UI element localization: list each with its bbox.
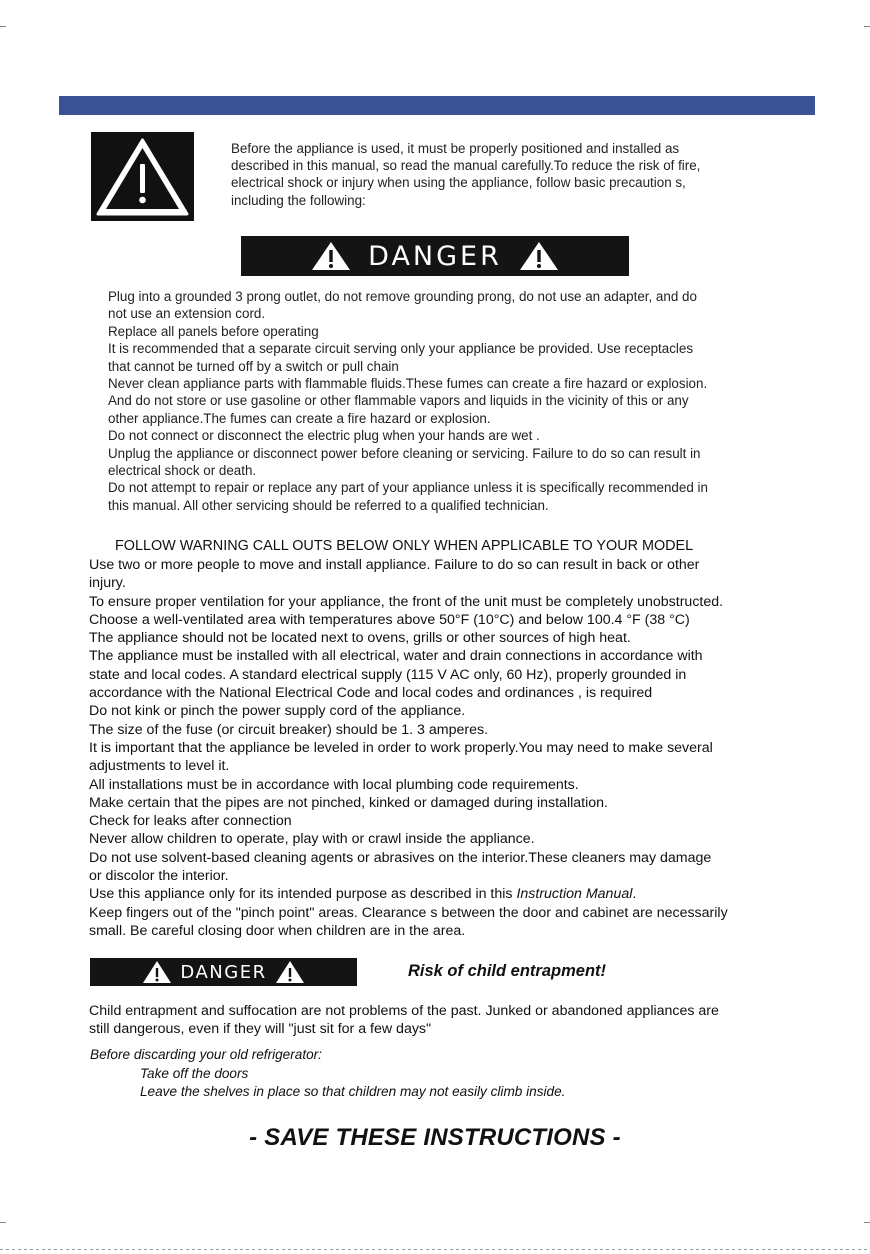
warning-sign <box>91 132 194 221</box>
list-item: The size of the fuse (or circuit breaker) should be 1. 3 amperes. <box>89 721 489 738</box>
general-safety-list <box>108 288 798 514</box>
child-entrapment-paragraph <box>89 1002 789 1039</box>
intro-line: electrical shock or injury when using the appliance, follow basic precaution s, <box>231 175 686 191</box>
list-item <box>89 885 789 903</box>
list-item: Unplug the appliance or disconnect power before cleaning or servicing. Failure to do so can result in <box>108 445 701 461</box>
danger-banner-small <box>90 958 357 986</box>
list-item: Do not use solvent-based cleaning agents or abrasives on the interior.These cleaners may damage <box>89 849 712 866</box>
intro-line: including the following: <box>231 192 366 208</box>
list-item: Choose a well-ventilated area with temperatures above 50°F (10°C) and below 100.4 °F (38 °C) <box>89 611 690 628</box>
discard-steps-list <box>140 1065 565 1101</box>
model-warning-list <box>89 556 789 940</box>
list-item: All installations must be in accordance with local plumbing code requirements. <box>89 776 579 793</box>
list-item: small. Be careful closing door when children are in the area. <box>89 922 466 939</box>
list-item: Replace all panels before operating <box>108 323 319 339</box>
danger-label: DANGER <box>368 240 502 272</box>
risk-title: Risk of child entrapment! <box>408 962 607 980</box>
warning-triangle-icon <box>142 960 172 984</box>
follow-warning-heading: FOLLOW WARNING CALL OUTS BELOW ONLY WHEN APPLICABLE TO YOUR MODEL <box>115 538 694 554</box>
list-item-period: . <box>632 886 637 903</box>
list-item: Use two or more people to move and install appliance. Failure to do so can result in back or other <box>89 557 700 573</box>
list-item: Never allow children to operate, play with or crawl inside the appliance. <box>89 831 535 848</box>
danger-label: DANGER <box>180 961 267 983</box>
instruction-manual-title: Instruction Manual <box>516 886 633 903</box>
list-item: this manual. All other servicing should be referred to a qualified technician. <box>108 497 549 513</box>
list-item: electrical shock or death. <box>108 463 257 479</box>
list-item: not use an extension cord. <box>108 306 266 322</box>
child-text-line: still dangerous, even if they will "just sit for a few days" <box>89 1021 432 1038</box>
list-item: other appliance.The fumes can create a fire hazard or explosion. <box>108 410 491 426</box>
list-item: To ensure proper ventilation for your appliance, the front of the unit must be completely unobstructed. <box>89 593 724 610</box>
list-item: The appliance must be installed with all electrical, water and drain connections in accordance with <box>89 648 703 665</box>
intro-line: Before the appliance is used, it must be properly positioned and installed as <box>231 141 680 156</box>
list-item: It is important that the appliance be leveled in order to work properly.You may need to make several <box>89 739 713 756</box>
list-item: Check for leaks after connection <box>89 813 292 830</box>
list-item: Do not attempt to repair or replace any part of your appliance unless it is specifically recommended in <box>108 480 708 496</box>
list-item: And do not store or use gasoline or other flammable vapors and liquids in the vicinity of this or any <box>108 393 689 409</box>
list-item: adjustments to level it. <box>89 758 230 775</box>
list-item: It is recommended that a separate circuit serving only your appliance be provided. Use receptacles <box>108 341 694 357</box>
list-item-text: Use this appliance only for its intended purpose as described in this <box>89 886 517 903</box>
trim-line <box>0 1249 870 1250</box>
intro-paragraph <box>231 140 791 209</box>
danger-banner <box>241 236 629 276</box>
crop-mark <box>864 1222 870 1223</box>
list-item: Plug into a grounded 3 prong outlet, do not remove grounding prong, do not use an adapter, and do <box>108 289 697 304</box>
crop-mark <box>0 1222 6 1223</box>
list-item: Make certain that the pipes are not pinched, kinked or damaged during installation. <box>89 794 608 811</box>
before-discarding-heading: Before discarding your old refrigerator: <box>90 1047 322 1062</box>
warning-triangle-icon <box>275 960 305 984</box>
crop-mark <box>864 26 870 27</box>
warning-triangle-icon <box>310 240 352 272</box>
list-item: Keep fingers out of the "pinch point" areas. Clearance s between the door and cabinet are necessarily <box>89 904 728 921</box>
list-item: or discolor the interior. <box>89 868 229 885</box>
list-item: Leave the shelves in place so that children may not easily climb inside. <box>140 1084 566 1099</box>
list-item: injury. <box>89 575 126 592</box>
list-item: Do not kink or pinch the power supply cord of the appliance. <box>89 703 466 720</box>
list-item: Take off the doors <box>140 1066 249 1081</box>
warning-triangle-icon <box>91 132 194 221</box>
list-item: state and local codes. A standard electrical supply (115 V AC only, 60 Hz), properly grounded in <box>89 666 687 683</box>
section-header-bar <box>59 96 815 115</box>
list-item: The appliance should not be located next to ovens, grills or other sources of high heat. <box>89 630 631 647</box>
intro-line: described in this manual, so read the manual carefully.To reduce the risk of fire, <box>231 158 701 174</box>
list-item: Never clean appliance parts with flammable fluids.These fumes can create a fire hazard or explosion. <box>108 376 708 392</box>
list-item: that cannot be turned off by a switch or pull chain <box>108 358 399 374</box>
child-text-line: Child entrapment and suffocation are not problems of the past. Junked or abandoned appliances are <box>89 1003 719 1019</box>
save-instructions: - SAVE THESE INSTRUCTIONS - <box>249 1124 621 1151</box>
list-item: accordance with the National Electrical Code and local codes and ordinances , is required <box>89 685 653 702</box>
crop-mark <box>0 26 6 27</box>
list-item: Do not connect or disconnect the electric plug when your hands are wet . <box>108 428 540 444</box>
warning-triangle-icon <box>518 240 560 272</box>
